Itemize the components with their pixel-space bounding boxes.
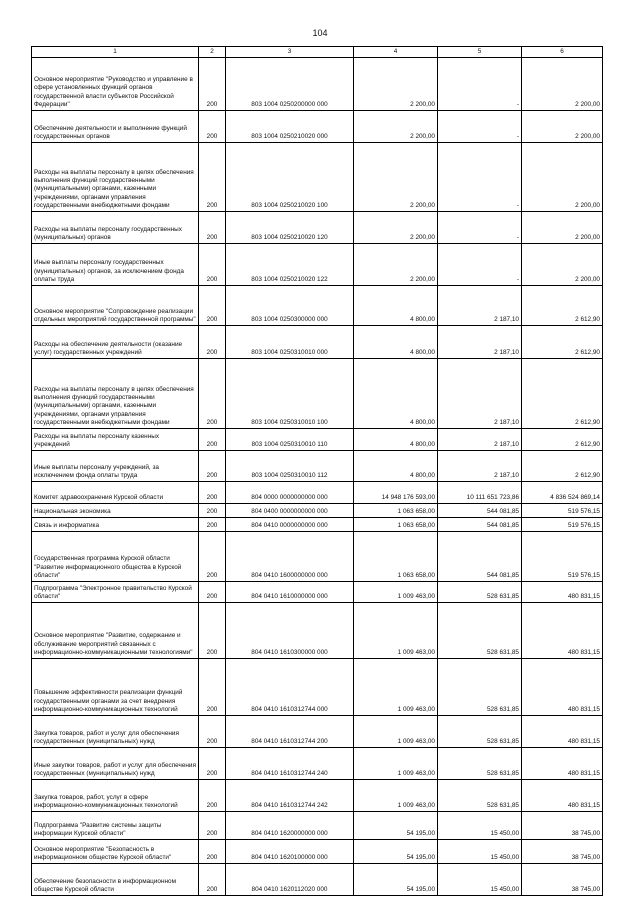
row-plan-cell: 1 009 463,00 — [354, 659, 438, 716]
row-rest-cell: 480 831,15 — [522, 748, 603, 780]
row-plan-cell: 1 009 463,00 — [354, 748, 438, 780]
row-plan-cell: 2 200,00 — [354, 212, 438, 244]
row-rest-cell: 2 612,90 — [522, 451, 603, 482]
row-code-cell: 200 — [199, 780, 226, 812]
row-plan-cell: 1 009 463,00 — [354, 603, 438, 659]
row-fact-cell: 544 081,85 — [438, 532, 522, 582]
row-code-cell: 200 — [199, 864, 226, 896]
header-cell-2: 2 — [199, 47, 226, 58]
row-name-cell: Иные выплаты персоналу учреждений, за исключением фонда оплаты труда — [32, 451, 199, 482]
row-name-cell: Основное мероприятие "Сопровождение реализации отдельных мероприятий государственной программы" — [32, 286, 199, 326]
row-name-cell: Повышение эффективности реализации функций государственными органами за счет внедрения информационно-коммуникационных технологий — [32, 659, 199, 716]
row-plan-cell: 4 800,00 — [354, 286, 438, 326]
row-kbk-cell: 803 1004 0250310010 000 — [226, 326, 354, 359]
row-name-cell: Комитет здравоохранения Курской области — [32, 482, 199, 504]
table-header-row — [32, 47, 603, 58]
row-kbk-cell: 804 0410 1610300000 000 — [226, 603, 354, 659]
row-rest-cell: 2 612,90 — [522, 429, 603, 451]
row-kbk-cell: 803 1004 0250210020 100 — [226, 143, 354, 212]
row-code-cell: 200 — [199, 716, 226, 748]
header-cell-3: 3 — [226, 47, 354, 58]
row-plan-cell: 2 200,00 — [354, 58, 438, 111]
row-fact-cell: 15 450,00 — [438, 812, 522, 840]
row-fact-cell: 528 631,85 — [438, 748, 522, 780]
row-kbk-cell: 804 0410 1610312744 240 — [226, 748, 354, 780]
row-plan-cell: 1 063 658,00 — [354, 504, 438, 518]
row-rest-cell: 4 836 524 869,14 — [522, 482, 603, 504]
row-name-cell: Основное мероприятие "Безопасность в информационном обществе Курской области" — [32, 840, 199, 864]
table-row — [32, 244, 603, 286]
row-fact-cell: - — [438, 143, 522, 212]
row-name-cell: Расходы на выплаты персоналу государственных (муниципальных) органов — [32, 212, 199, 244]
row-rest-cell: 38 745,00 — [522, 864, 603, 896]
row-rest-cell: 2 200,00 — [522, 212, 603, 244]
row-name-cell: Расходы на выплаты персоналу в целях обеспечения выполнения функций государственными (муниципальными) органами, казенными учреждениями, органами управления государственными внебюджетными фондами — [32, 143, 199, 212]
table-row — [32, 111, 603, 143]
row-rest-cell: 38 745,00 — [522, 840, 603, 864]
row-rest-cell: 480 831,15 — [522, 582, 603, 603]
row-plan-cell: 54 195,00 — [354, 812, 438, 840]
row-kbk-cell: 804 0400 0000000000 000 — [226, 504, 354, 518]
row-name-cell: Подпрограмма "Развитие системы защиты информации Курской области" — [32, 812, 199, 840]
table-row — [32, 429, 603, 451]
row-plan-cell: 54 195,00 — [354, 840, 438, 864]
row-fact-cell: 544 081,85 — [438, 504, 522, 518]
row-fact-cell: - — [438, 111, 522, 143]
row-code-cell: 200 — [199, 111, 226, 143]
row-fact-cell: - — [438, 212, 522, 244]
table-row — [32, 748, 603, 780]
row-plan-cell: 14 948 176 593,00 — [354, 482, 438, 504]
row-name-cell: Закупка товаров, работ, услуг в сфере информационно-коммуникационных технологий — [32, 780, 199, 812]
row-name-cell: Подпрограмма "Электронное правительство Курской области" — [32, 582, 199, 603]
row-rest-cell: 38 745,00 — [522, 812, 603, 840]
row-plan-cell: 4 800,00 — [354, 429, 438, 451]
header-cell-1: 1 — [32, 47, 199, 58]
row-rest-cell: 519 576,15 — [522, 504, 603, 518]
row-kbk-cell: 804 0410 1620100000 000 — [226, 840, 354, 864]
row-kbk-cell: 803 1004 0250310010 112 — [226, 451, 354, 482]
row-fact-cell: 2 187,10 — [438, 286, 522, 326]
row-kbk-cell: 804 0410 0000000000 000 — [226, 518, 354, 532]
table-row — [32, 143, 603, 212]
table-row — [32, 716, 603, 748]
table-row — [32, 504, 603, 518]
table-row — [32, 812, 603, 840]
row-fact-cell: - — [438, 244, 522, 286]
row-code-cell: 200 — [199, 840, 226, 864]
row-fact-cell: 2 187,10 — [438, 326, 522, 359]
row-plan-cell: 54 195,00 — [354, 864, 438, 896]
row-code-cell: 200 — [199, 58, 226, 111]
row-rest-cell: 519 576,15 — [522, 532, 603, 582]
row-fact-cell: 2 187,10 — [438, 359, 522, 429]
row-code-cell: 200 — [199, 359, 226, 429]
row-name-cell: Государственная программа Курской области "Развитие информационного общества в Курской области" — [32, 532, 199, 582]
row-plan-cell: 4 800,00 — [354, 451, 438, 482]
row-rest-cell: 2 200,00 — [522, 111, 603, 143]
table-row — [32, 780, 603, 812]
row-fact-cell: - — [438, 58, 522, 111]
row-fact-cell: 528 631,85 — [438, 582, 522, 603]
table-row — [32, 532, 603, 582]
table-row — [32, 359, 603, 429]
row-kbk-cell: 804 0410 1600000000 000 — [226, 532, 354, 582]
row-kbk-cell: 804 0410 1620112020 000 — [226, 864, 354, 896]
table-row — [32, 58, 603, 111]
row-fact-cell: 2 187,10 — [438, 429, 522, 451]
row-fact-cell: 15 450,00 — [438, 840, 522, 864]
row-kbk-cell: 804 0410 1610000000 000 — [226, 582, 354, 603]
budget-table — [31, 46, 603, 896]
row-name-cell: Иные закупки товаров, работ и услуг для обеспечения государственных (муниципальных) нужд — [32, 748, 199, 780]
row-rest-cell: 2 200,00 — [522, 143, 603, 212]
row-name-cell: Иные выплаты персоналу государственных (муниципальных) органов, за исключением фонда оплаты труда — [32, 244, 199, 286]
row-fact-cell: 528 631,85 — [438, 716, 522, 748]
row-fact-cell: 528 631,85 — [438, 659, 522, 716]
row-fact-cell: 528 631,85 — [438, 780, 522, 812]
row-kbk-cell: 803 1004 0250310010 110 — [226, 429, 354, 451]
row-plan-cell: 1 063 658,00 — [354, 518, 438, 532]
row-fact-cell: 544 081,85 — [438, 518, 522, 532]
row-name-cell: Расходы на обеспечение деятельности (оказание услуг) государственных учреждений — [32, 326, 199, 359]
row-code-cell: 200 — [199, 603, 226, 659]
row-code-cell: 200 — [199, 659, 226, 716]
table-row — [32, 286, 603, 326]
row-code-cell: 200 — [199, 429, 226, 451]
row-plan-cell: 1 063 658,00 — [354, 532, 438, 582]
table-row — [32, 603, 603, 659]
row-name-cell: Расходы на выплаты персоналу казенных учреждений — [32, 429, 199, 451]
row-code-cell: 200 — [199, 286, 226, 326]
row-kbk-cell: 803 1004 0250210020 122 — [226, 244, 354, 286]
row-rest-cell: 480 831,15 — [522, 780, 603, 812]
row-plan-cell: 2 200,00 — [354, 111, 438, 143]
row-name-cell: Связь и информатика — [32, 518, 199, 532]
row-fact-cell: 2 187,10 — [438, 451, 522, 482]
row-rest-cell: 480 831,15 — [522, 716, 603, 748]
row-code-cell: 200 — [199, 482, 226, 504]
table-row — [32, 582, 603, 603]
table-row — [32, 864, 603, 896]
header-cell-6: 6 — [522, 47, 603, 58]
row-rest-cell: 480 831,15 — [522, 659, 603, 716]
row-kbk-cell: 803 1004 0250300000 000 — [226, 286, 354, 326]
row-rest-cell: 2 612,90 — [522, 286, 603, 326]
table-row — [32, 659, 603, 716]
table-row — [32, 840, 603, 864]
row-fact-cell: 15 450,00 — [438, 864, 522, 896]
table-row — [32, 518, 603, 532]
row-plan-cell: 2 200,00 — [354, 244, 438, 286]
row-rest-cell: 519 576,15 — [522, 518, 603, 532]
row-plan-cell: 4 800,00 — [354, 359, 438, 429]
row-code-cell: 200 — [199, 451, 226, 482]
header-cell-4: 4 — [354, 47, 438, 58]
row-name-cell: Обеспечение деятельности и выполнение функций государственных органов — [32, 111, 199, 143]
table-row — [32, 212, 603, 244]
row-name-cell: Обеспечение безопасности в информационном обществе Курской области — [32, 864, 199, 896]
row-rest-cell: 480 831,15 — [522, 603, 603, 659]
row-code-cell: 200 — [199, 518, 226, 532]
row-kbk-cell: 803 1004 0250200000 000 — [226, 58, 354, 111]
table-row — [32, 326, 603, 359]
row-kbk-cell: 803 1004 0250210020 120 — [226, 212, 354, 244]
page-number: 104 — [312, 28, 328, 38]
row-rest-cell: 2 200,00 — [522, 244, 603, 286]
row-plan-cell: 1 009 463,00 — [354, 716, 438, 748]
row-kbk-cell: 804 0000 0000000000 000 — [226, 482, 354, 504]
row-rest-cell: 2 612,90 — [522, 326, 603, 359]
row-code-cell: 200 — [199, 244, 226, 286]
row-name-cell: Расходы на выплаты персоналу в целях обеспечения выполнения функций государственными (муниципальными) органами, казенными учреждениями, органами управления государственными внебюджетными фондами — [32, 359, 199, 429]
row-kbk-cell: 804 0410 1610312744 242 — [226, 780, 354, 812]
row-name-cell: Закупка товаров, работ и услуг для обеспечения государственных (муниципальных) нужд — [32, 716, 199, 748]
row-code-cell: 200 — [199, 748, 226, 780]
row-code-cell: 200 — [199, 212, 226, 244]
row-fact-cell: 528 631,85 — [438, 603, 522, 659]
row-plan-cell: 4 800,00 — [354, 326, 438, 359]
budget-table-body — [32, 47, 603, 896]
header-cell-5: 5 — [438, 47, 522, 58]
row-plan-cell: 1 009 463,00 — [354, 582, 438, 603]
row-plan-cell: 2 200,00 — [354, 143, 438, 212]
row-kbk-cell: 804 0410 1620000000 000 — [226, 812, 354, 840]
row-name-cell: Основное мероприятие "Развитие, содержание и обслуживание мероприятий связанных с информационно-коммуникационными технологиями" — [32, 603, 199, 659]
row-fact-cell: 10 111 651 723,86 — [438, 482, 522, 504]
row-kbk-cell: 803 1004 0250210020 000 — [226, 111, 354, 143]
row-plan-cell: 1 009 463,00 — [354, 780, 438, 812]
row-code-cell: 200 — [199, 532, 226, 582]
row-name-cell: Национальная экономика — [32, 504, 199, 518]
row-code-cell: 200 — [199, 812, 226, 840]
table-row — [32, 451, 603, 482]
row-rest-cell: 2 200,00 — [522, 58, 603, 111]
row-code-cell: 200 — [199, 582, 226, 603]
row-kbk-cell: 804 0410 1610312744 000 — [226, 659, 354, 716]
table-row — [32, 482, 603, 504]
row-code-cell: 200 — [199, 326, 226, 359]
row-kbk-cell: 804 0410 1610312744 200 — [226, 716, 354, 748]
row-code-cell: 200 — [199, 504, 226, 518]
row-kbk-cell: 803 1004 0250310010 100 — [226, 359, 354, 429]
row-code-cell: 200 — [199, 143, 226, 212]
row-name-cell: Основное мероприятие "Руководство и управление в сфере установленных функций органов государственной власти субъектов Российской Федерации" — [32, 58, 199, 111]
row-rest-cell: 2 612,90 — [522, 359, 603, 429]
